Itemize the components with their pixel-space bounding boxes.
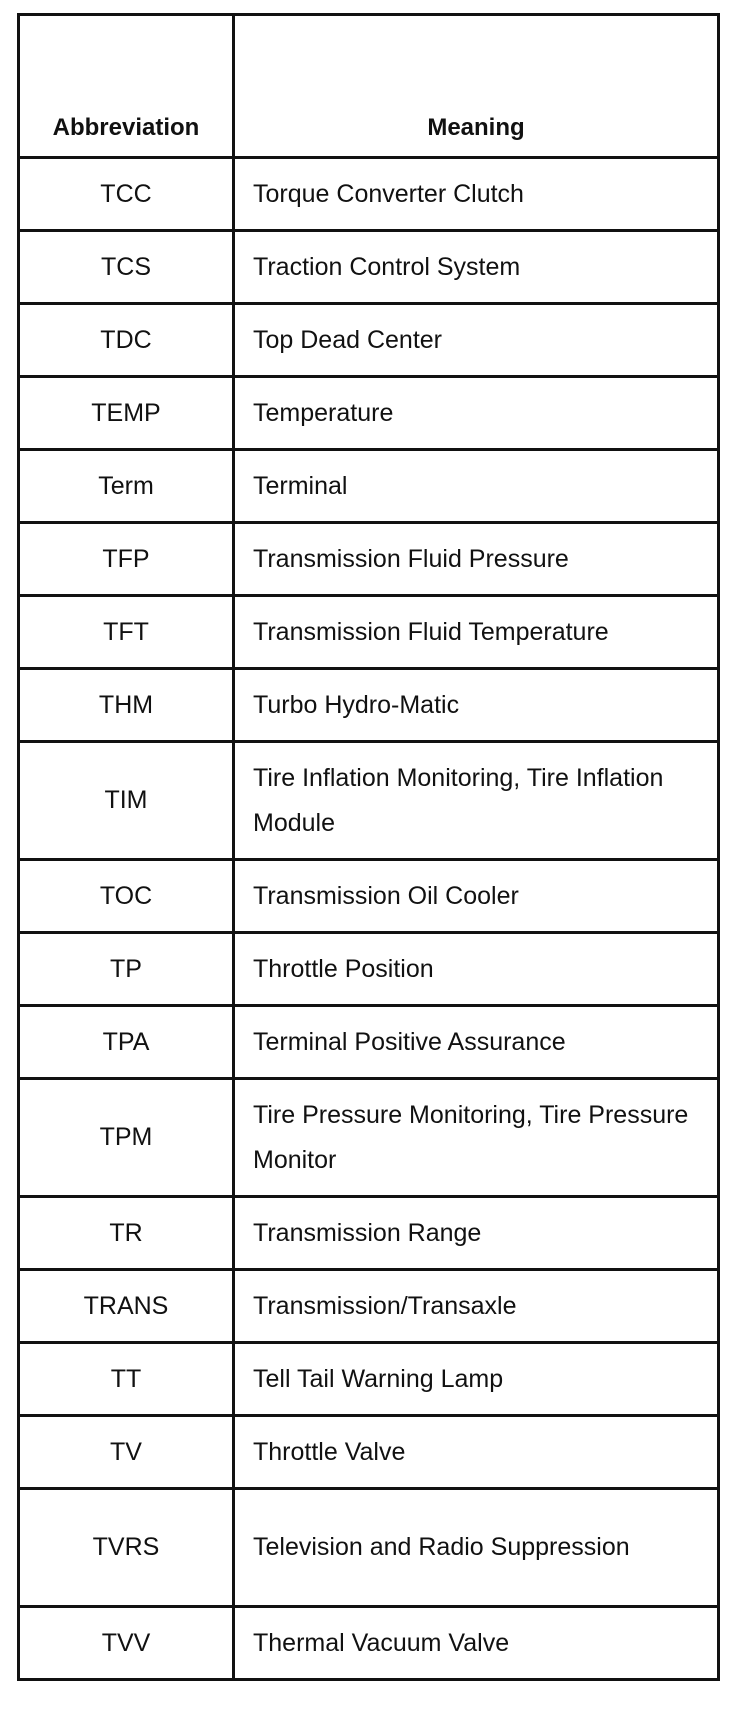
table-row xyxy=(19,1343,719,1416)
table-row xyxy=(19,933,719,1006)
abbreviation-cell: TFP xyxy=(19,523,234,596)
table-row xyxy=(19,742,719,860)
abbreviation-cell: TEMP xyxy=(19,377,234,450)
table-row xyxy=(19,860,719,933)
table-row xyxy=(19,231,719,304)
table-row xyxy=(19,450,719,523)
abbreviation-cell: TR xyxy=(19,1197,234,1270)
meaning-cell: Tell Tail Warning Lamp xyxy=(234,1343,719,1416)
meaning-cell: Tire Pressure Monitoring, Tire Pressure Monitor xyxy=(234,1079,719,1197)
meaning-cell: Transmission/Transaxle xyxy=(234,1270,719,1343)
meaning-cell: Terminal Positive Assurance xyxy=(234,1006,719,1079)
meaning-cell: Temperature xyxy=(234,377,719,450)
header-meaning: Meaning xyxy=(234,15,719,158)
table-row xyxy=(19,1197,719,1270)
abbreviation-cell: TVRS xyxy=(19,1489,234,1607)
abbreviation-cell: TCS xyxy=(19,231,234,304)
abbreviation-cell: TPA xyxy=(19,1006,234,1079)
meaning-cell: Throttle Position xyxy=(234,933,719,1006)
table-row xyxy=(19,669,719,742)
abbreviation-cell: TT xyxy=(19,1343,234,1416)
abbreviation-cell: TDC xyxy=(19,304,234,377)
table-row xyxy=(19,1006,719,1079)
abbreviation-cell: TFT xyxy=(19,596,234,669)
meaning-cell: Television and Radio Suppression xyxy=(234,1489,719,1607)
table-row xyxy=(19,523,719,596)
table-row xyxy=(19,158,719,231)
meaning-cell: Top Dead Center xyxy=(234,304,719,377)
table-row xyxy=(19,596,719,669)
meaning-cell: Transmission Oil Cooler xyxy=(234,860,719,933)
meaning-cell: Traction Control System xyxy=(234,231,719,304)
header-abbreviation: Abbreviation xyxy=(19,15,234,158)
table-row xyxy=(19,304,719,377)
abbreviation-cell: TOC xyxy=(19,860,234,933)
abbreviation-cell: TPM xyxy=(19,1079,234,1197)
meaning-cell: Turbo Hydro-Matic xyxy=(234,669,719,742)
abbreviation-cell: Term xyxy=(19,450,234,523)
abbreviation-table xyxy=(17,13,720,1681)
abbreviation-cell: TIM xyxy=(19,742,234,860)
table-row xyxy=(19,1416,719,1489)
abbreviation-cell: TRANS xyxy=(19,1270,234,1343)
table-row xyxy=(19,377,719,450)
table-header-row xyxy=(19,15,719,158)
abbreviation-cell: TP xyxy=(19,933,234,1006)
meaning-cell: Thermal Vacuum Valve xyxy=(234,1607,719,1680)
meaning-cell: Tire Inflation Monitoring, Tire Inflation Module xyxy=(234,742,719,860)
meaning-cell: Transmission Range xyxy=(234,1197,719,1270)
meaning-cell: Torque Converter Clutch xyxy=(234,158,719,231)
table-row xyxy=(19,1489,719,1607)
table-row xyxy=(19,1270,719,1343)
abbreviation-cell: TCC xyxy=(19,158,234,231)
table-row xyxy=(19,1607,719,1680)
abbreviation-cell: THM xyxy=(19,669,234,742)
meaning-cell: Terminal xyxy=(234,450,719,523)
table-row xyxy=(19,1079,719,1197)
meaning-cell: Transmission Fluid Temperature xyxy=(234,596,719,669)
meaning-cell: Throttle Valve xyxy=(234,1416,719,1489)
abbreviation-cell: TV xyxy=(19,1416,234,1489)
meaning-cell: Transmission Fluid Pressure xyxy=(234,523,719,596)
abbreviation-cell: TVV xyxy=(19,1607,234,1680)
